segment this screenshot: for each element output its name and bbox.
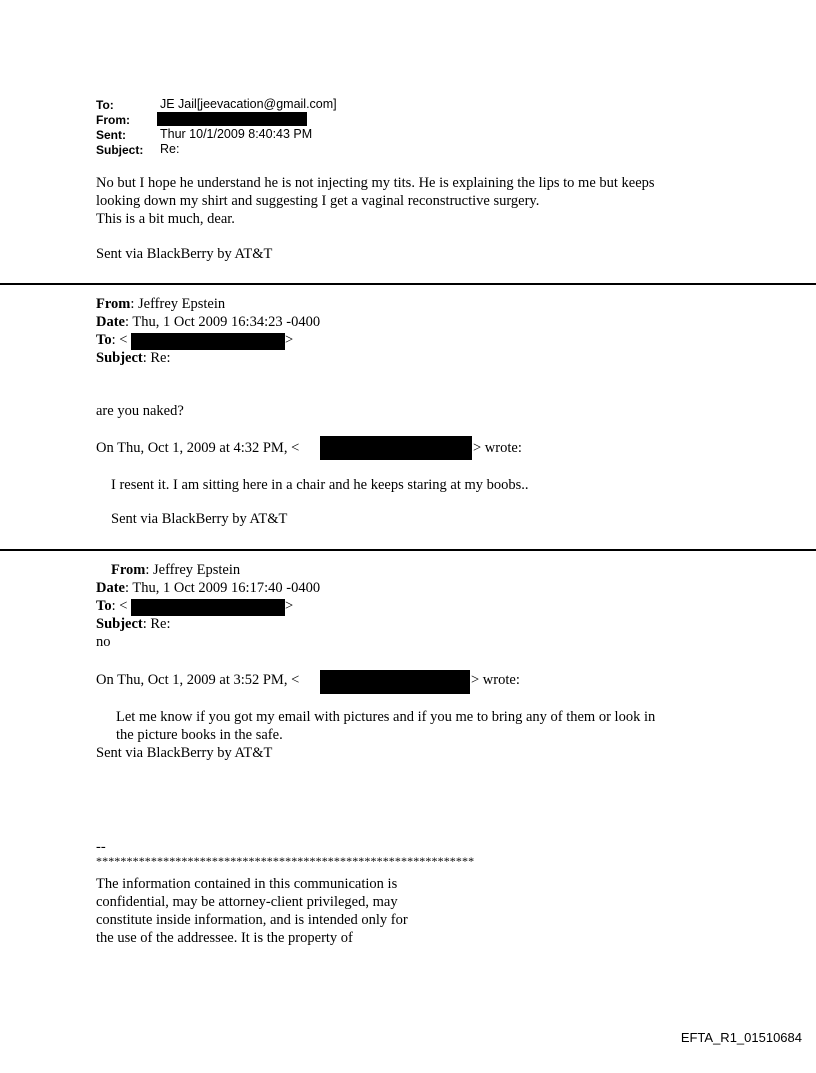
sent-label: Sent: bbox=[96, 128, 126, 142]
redaction-box bbox=[131, 599, 285, 616]
to-suffix: > bbox=[285, 598, 294, 614]
quote-intro: On Thu, Oct 1, 2009 at 4:32 PM, < bbox=[96, 440, 300, 456]
to-label: To: bbox=[96, 98, 114, 112]
subject-line: Subject: Re: bbox=[96, 350, 171, 366]
date-line: Date: Thu, 1 Oct 2009 16:34:23 -0400 bbox=[96, 314, 321, 330]
quote-line: I resent it. I am sitting here in a chair and he keeps staring at my boobs.. bbox=[111, 477, 529, 493]
message-signature: Sent via BlackBerry by AT&T bbox=[96, 246, 273, 262]
message-line: No but I hope he understand he is not injecting my tits. He is explaining the lips to me but keeps bbox=[96, 175, 655, 191]
message-signature: Sent via BlackBerry by AT&T bbox=[96, 745, 273, 761]
quote-intro: On Thu, Oct 1, 2009 at 3:52 PM, < bbox=[96, 672, 300, 688]
quote-intro-suffix: > wrote: bbox=[473, 440, 522, 456]
disclaimer-line: confidential, may be attorney-client privileged, may bbox=[96, 894, 398, 910]
quote-line: the picture books in the safe. bbox=[116, 727, 283, 743]
to-line: To: < bbox=[96, 332, 128, 348]
divider bbox=[0, 549, 816, 551]
to-value: JE Jail[jeevacation@gmail.com] bbox=[160, 97, 337, 111]
from-line: From: Jeffrey Epstein bbox=[96, 296, 226, 312]
message-body: are you naked? bbox=[96, 403, 184, 419]
redaction-box bbox=[320, 436, 472, 460]
quote-line: Let me know if you got my email with pictures and if you me to bring any of them or look in bbox=[116, 709, 656, 725]
message-line: This is a bit much, dear. bbox=[96, 211, 235, 227]
message-body: no bbox=[96, 634, 111, 650]
bates-number: EFTA_R1_01510684 bbox=[680, 1030, 802, 1045]
disclaimer-line: The information contained in this communication is bbox=[96, 876, 398, 892]
stars-line: ************************************************************** bbox=[96, 854, 475, 868]
message-line: looking down my shirt and suggesting I get a vaginal reconstructive surgery. bbox=[96, 193, 540, 209]
disclaimer-line: the use of the addressee. It is the property of bbox=[96, 930, 353, 946]
quote-intro-suffix: > wrote: bbox=[471, 672, 520, 688]
redaction-box bbox=[320, 670, 470, 694]
disclaimer-line: constitute inside information, and is intended only for bbox=[96, 912, 408, 928]
divider bbox=[0, 283, 816, 285]
redaction-box bbox=[157, 112, 307, 126]
redaction-box bbox=[131, 333, 285, 350]
subject-line: Subject: Re: bbox=[96, 616, 171, 632]
signature-dashes: -- bbox=[96, 839, 106, 855]
from-line: From: Jeffrey Epstein bbox=[111, 562, 241, 578]
from-label: From: bbox=[96, 113, 130, 127]
quote-signature: Sent via BlackBerry by AT&T bbox=[111, 511, 288, 527]
date-line: Date: Thu, 1 Oct 2009 16:17:40 -0400 bbox=[96, 580, 321, 596]
subject-value: Re: bbox=[160, 142, 180, 156]
subject-label: Subject: bbox=[96, 143, 144, 157]
to-line: To: < bbox=[96, 598, 128, 614]
sent-value: Thur 10/1/2009 8:40:43 PM bbox=[160, 127, 313, 141]
to-suffix: > bbox=[285, 332, 294, 348]
